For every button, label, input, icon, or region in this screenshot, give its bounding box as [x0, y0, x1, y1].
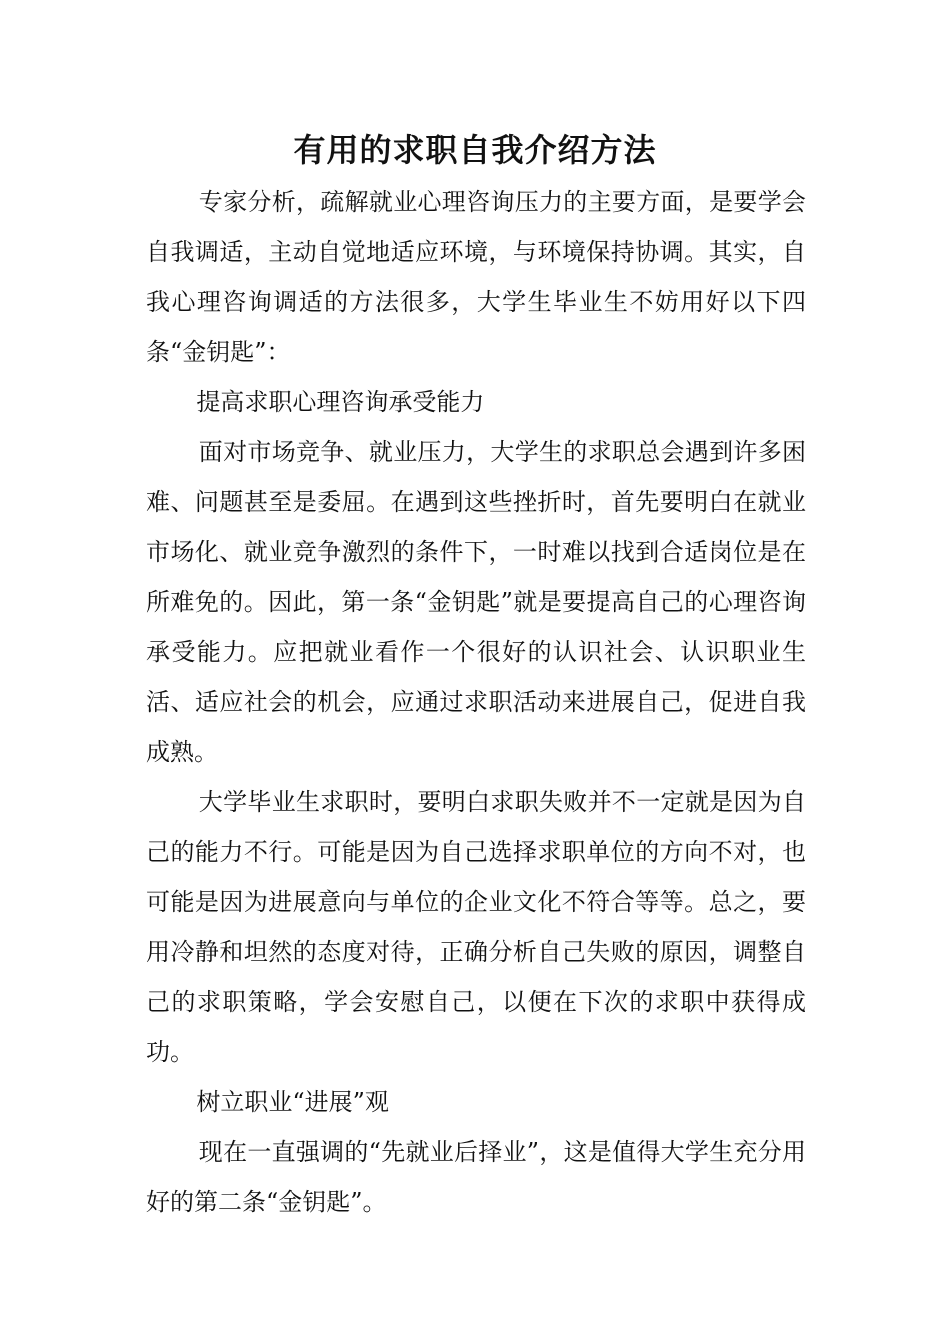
document-body [146, 177, 806, 1227]
paragraph-development-1: 现在一直强调的“先就业后择业”，这是值得大学生充分用好的第二条“金钥匙”。 [146, 1138, 806, 1216]
paragraph-pressure-2: 大学毕业生求职时，要明白求职失败并不一定就是因为自己的能力不行。可能是因为自己选择求职单位的方向不对，也可能是因为进展意向与单位的企业文化不符合等等。总之，要用冷静和坦然的态度对待，正确分析自己失败的原因，调整自己的求职策略，学会安慰自己，以便在下次的求职中获得成功。 [146, 788, 806, 1066]
paragraph-pressure-1: 面对市场竞争、就业压力，大学生的求职总会遇到许多困难、问题甚至是委屈。在遇到这些挫折时，首先要明白在就业市场化、就业竞争激烈的条件下，一时难以找到合适岗位是在所难免的。因此，第一条“金钥匙”就是要提高自己的心理咨询承受能力。应把就业看作一个很好的认识社会、认识职业生活、适应社会的机会，应通过求职活动来进展自己，促进自我成熟。 [146, 438, 806, 766]
section-heading-pressure: 提高求职心理咨询承受能力 [196, 388, 485, 416]
paragraph-intro: 专家分析，疏解就业心理咨询压力的主要方面，是要学会自我调适，主动自觉地适应环境，与环境保持协调。其实，自我心理咨询调适的方法很多，大学生毕业生不妨用好以下四条“金钥匙”： [146, 188, 806, 366]
document-title: 有用的求职自我介绍方法 [293, 131, 657, 169]
section-heading-development: 树立职业“进展”观 [196, 1088, 389, 1116]
